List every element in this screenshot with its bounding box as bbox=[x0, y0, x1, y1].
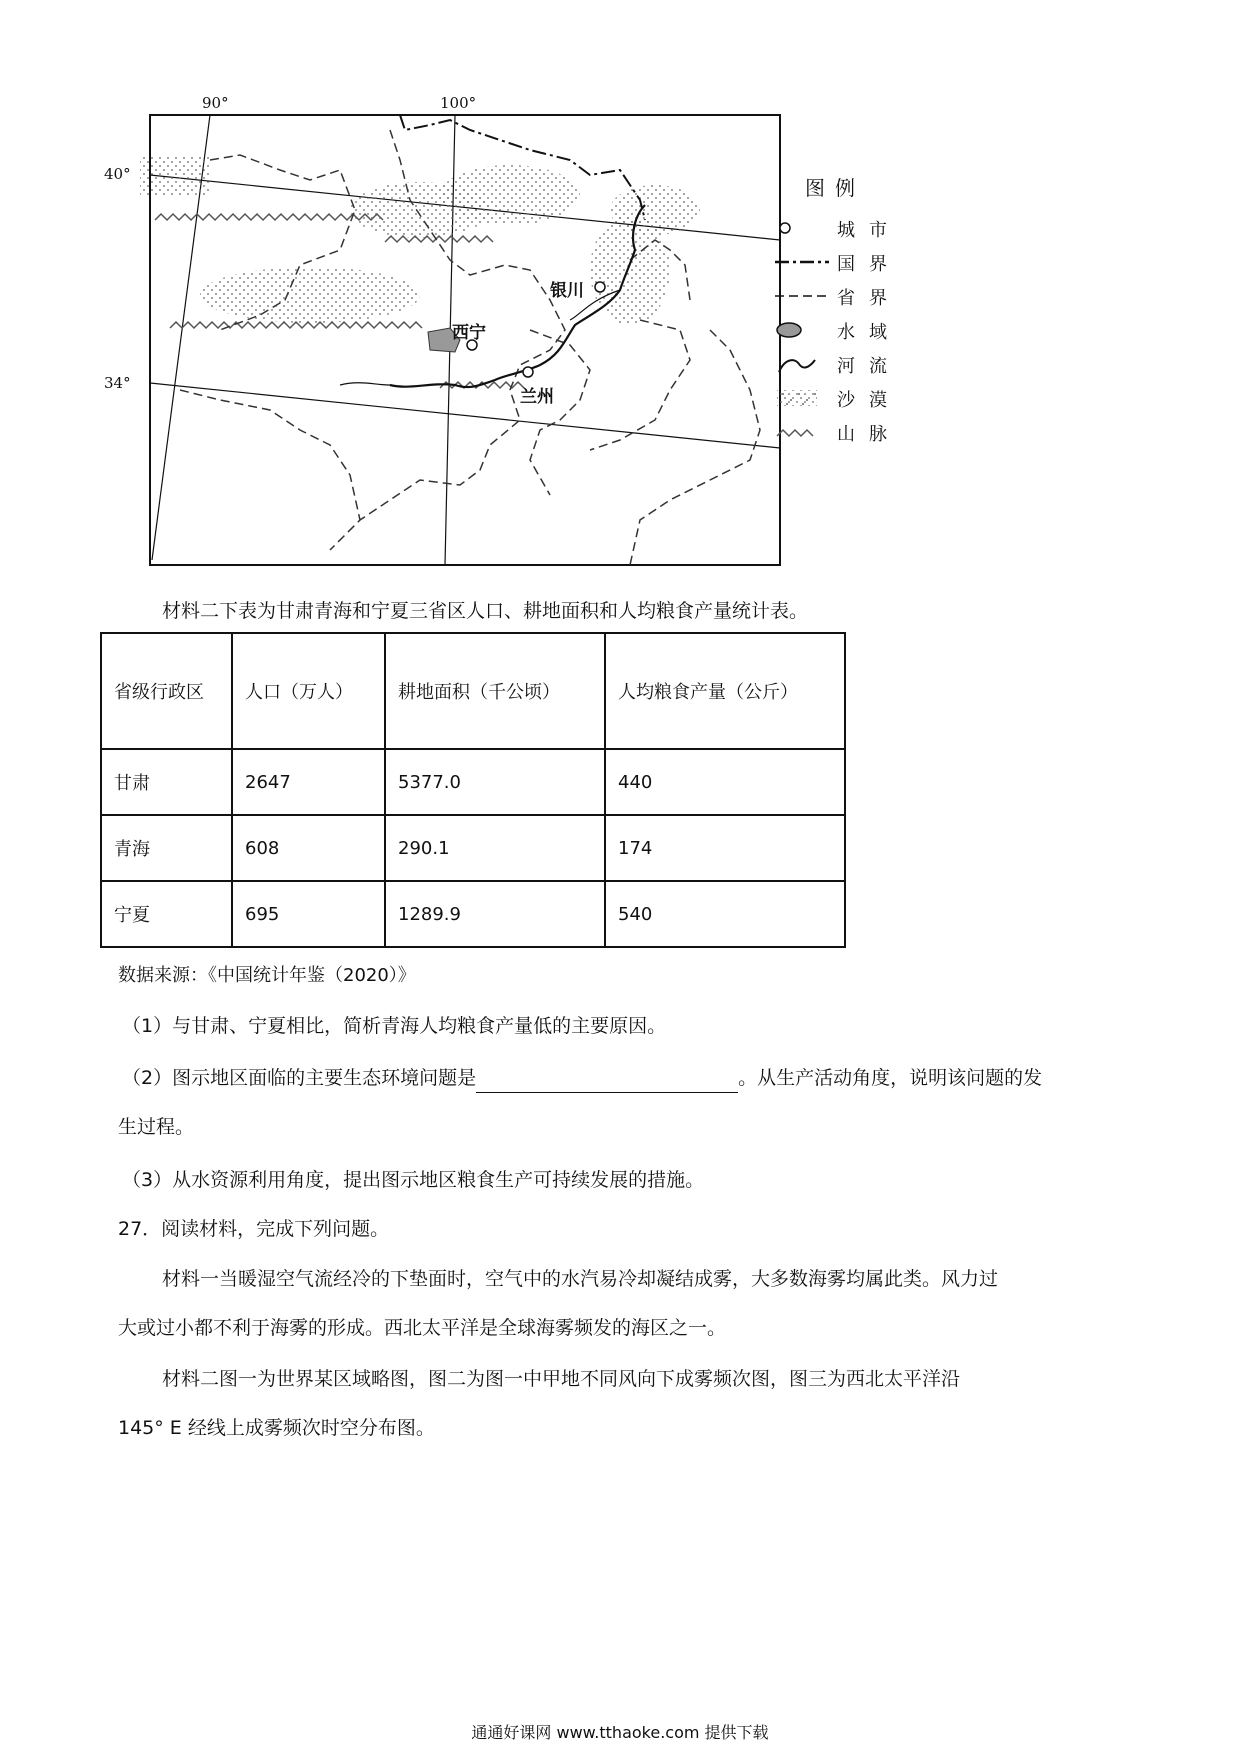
q27-material1-line2: 大或过小都不利于海雾的形成。西北太平洋是全球海雾频发的海区之一。 bbox=[118, 1317, 727, 1339]
desert-area bbox=[610, 185, 700, 235]
data-source: 数据来源：《中国统计年鉴（2020）》 bbox=[118, 965, 416, 986]
table-cell: 1289.9 bbox=[385, 881, 605, 947]
question-2-text-a: （2）图示地区面临的主要生态环境问题是 bbox=[122, 1067, 477, 1089]
table-cell: 5377.0 bbox=[385, 749, 605, 815]
answer-blank[interactable] bbox=[476, 1071, 738, 1093]
province-border bbox=[180, 390, 360, 520]
legend-title: 图例 bbox=[805, 176, 865, 200]
table-row bbox=[101, 881, 845, 947]
legend-item: 国界 bbox=[775, 248, 925, 276]
legend-item: 城市 bbox=[775, 214, 925, 242]
desert-area bbox=[440, 165, 580, 225]
q27-material1-line1: 材料一当暖湿空气流经冷的下垫面时，空气中的水汽易冷却凝结成雾，大多数海雾均属此类。风力过 bbox=[162, 1268, 999, 1290]
lon-label-100: 100° bbox=[440, 94, 477, 112]
table-header-cell: 人均粮食产量（公斤） bbox=[605, 633, 845, 749]
question-2-cont: 生过程。 bbox=[118, 1116, 195, 1138]
legend-item: 沙漠 bbox=[775, 384, 925, 412]
city-label-lanzhou: 兰州 bbox=[520, 387, 554, 407]
legend-item: 水域 bbox=[775, 316, 925, 344]
table-cell: 695 bbox=[232, 881, 385, 947]
question-2 bbox=[122, 1063, 1042, 1093]
province-border-icon bbox=[775, 286, 831, 306]
question-1: （1）与甘肃、宁夏相比，简析青海人均粮食产量低的主要原因。 bbox=[122, 1015, 667, 1037]
page-footer: 通通好课网 www.tthaoke.com 提供下载 bbox=[471, 1723, 769, 1742]
lat-label-40: 40° bbox=[104, 165, 131, 183]
mountain-range bbox=[170, 322, 422, 328]
city-marker bbox=[523, 367, 533, 377]
river bbox=[340, 383, 390, 385]
legend-item: 山脉 bbox=[775, 418, 925, 446]
desert-icon bbox=[775, 388, 825, 408]
table-cell: 青海 bbox=[101, 815, 232, 881]
stats-table bbox=[100, 632, 846, 948]
table-cell: 540 bbox=[605, 881, 845, 947]
q27-material2-line1: 材料二图一为世界某区域略图，图二为图一中甲地不同风向下成雾频次图，图三为西北太平洋沿 bbox=[162, 1368, 961, 1390]
table-header-row bbox=[101, 633, 845, 749]
mountain-range bbox=[155, 214, 383, 220]
table-header-cell: 省级行政区 bbox=[101, 633, 232, 749]
question-27-title: 27．阅读材料，完成下列问题。 bbox=[118, 1218, 390, 1240]
question-2-text-b: 。从生产活动角度，说明该问题的发 bbox=[738, 1067, 1043, 1089]
mountain-icon bbox=[775, 422, 825, 442]
mountain-range bbox=[385, 236, 493, 242]
table-header-cell: 耕地面积（千公顷） bbox=[385, 633, 605, 749]
table-cell: 608 bbox=[232, 815, 385, 881]
river-icon bbox=[775, 354, 825, 376]
desert-area bbox=[140, 155, 210, 195]
parallel-34 bbox=[150, 383, 780, 448]
city-marker bbox=[595, 282, 605, 292]
lon-label-90: 90° bbox=[202, 94, 229, 112]
city-icon bbox=[775, 218, 825, 238]
q27-material2-line2: 145° E 经线上成雾频次时空分布图。 bbox=[118, 1417, 435, 1439]
city-label-xining: 西宁 bbox=[452, 323, 486, 343]
legend-item: 省界 bbox=[775, 282, 925, 310]
city-label-yinchuan: 银川 bbox=[550, 281, 584, 301]
province-border bbox=[630, 330, 760, 565]
table-row bbox=[101, 749, 845, 815]
table-cell: 宁夏 bbox=[101, 881, 232, 947]
table-cell: 甘肃 bbox=[101, 749, 232, 815]
table-row bbox=[101, 815, 845, 881]
desert-area bbox=[200, 267, 420, 323]
national-border-icon bbox=[775, 252, 831, 272]
lat-label-34: 34° bbox=[104, 374, 131, 392]
table-cell: 174 bbox=[605, 815, 845, 881]
table-header-cell: 人口（万人） bbox=[232, 633, 385, 749]
material2-intro: 材料二下表为甘肃青海和宁夏三省区人口、耕地面积和人均粮食产量统计表。 bbox=[162, 600, 809, 622]
legend-item: 河流 bbox=[775, 350, 925, 378]
table-cell: 440 bbox=[605, 749, 845, 815]
table-cell: 2647 bbox=[232, 749, 385, 815]
question-3: （3）从水资源利用角度，提出图示地区粮食生产可持续发展的措施。 bbox=[122, 1169, 705, 1191]
table-cell: 290.1 bbox=[385, 815, 605, 881]
water-icon bbox=[775, 320, 825, 340]
